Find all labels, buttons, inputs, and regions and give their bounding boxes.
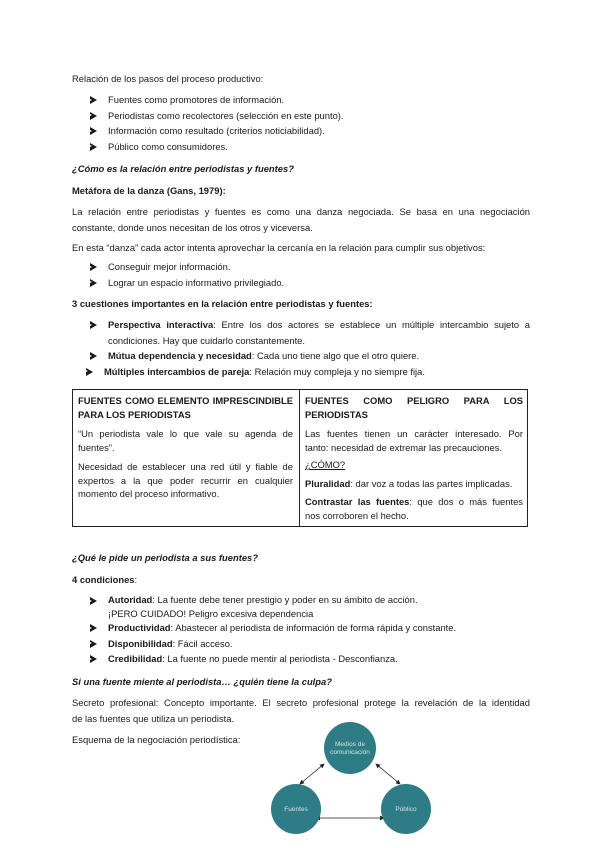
negotiation-diagram: [260, 720, 440, 848]
section-title: 4 condiciones:: [72, 574, 138, 585]
arrow-bullet-icon: [90, 263, 97, 271]
list-item: Información como resultado (criterios noticiabilidad).: [90, 123, 530, 139]
arrow-bullet-icon: [90, 143, 97, 151]
arrow-bullet-icon: [90, 655, 97, 663]
node-sources-label: Fuentes: [284, 806, 308, 813]
comparison-table: [72, 389, 528, 527]
list-item: Conseguir mejor información.: [90, 259, 530, 275]
metaphor-title: Metáfora de la danza (Gans, 1979):: [72, 185, 226, 196]
list-item: Credibilidad: La fuente no puede mentir al periodista - Desconfianza.: [90, 651, 530, 667]
list-item: Autoridad: La fuente debe tener prestigio y poder en su ámbito de acción. ¡PERO CUIDADO! Peligro excesiva dependencia: [90, 593, 530, 620]
node-media-circle: [324, 722, 376, 774]
intro-title: Relación de los pasos del proceso productivo:: [72, 73, 264, 84]
table-cell-right: [305, 394, 523, 522]
cell-quote: fuentes”.: [78, 441, 115, 453]
cell-text: Contrastar las fuentes: que dos o más fuentes: [305, 496, 523, 507]
list-item: Perspectiva interactiva: Entre los dos actores se establece un múltiple intercambio sujeto a condiciones. Hay que cuidarlo constantemente.: [90, 317, 530, 348]
cell-text: Las fuentes tienen un carácter interesado. Por: [305, 428, 523, 439]
arrow-bullet-icon: [90, 352, 97, 360]
arrow-bullet-icon: [90, 279, 97, 287]
list-item: Lograr un espacio informativo privilegiado.: [90, 275, 530, 291]
arrow-bullet-icon: [90, 127, 97, 135]
arrow-bullet-icon: [90, 597, 97, 605]
section-question: Si una fuente miente al periodista… ¿quién tiene la culpa?: [72, 676, 332, 687]
cell-text: Necesidad de establecer una red útil y fiable de: [78, 461, 293, 472]
arrow-bullet-icon: [90, 96, 97, 104]
paragraph-line: de las fuentes que utiliza un periodista.: [72, 713, 235, 724]
node-media-label: Medios de: [335, 741, 365, 748]
cell-quote: “Un periodista vale lo que vale su agenda de: [78, 428, 293, 439]
cell-header: FUENTES COMO ELEMENTO IMPRESCINDIBLE: [78, 395, 293, 406]
list-item: Disponibilidad: Fácil acceso.: [90, 636, 530, 652]
list-item: Productividad: Abastecer al periodista de información de forma rápida y constante.: [90, 620, 530, 636]
scheme-title: Esquema de la negociación periodística:: [72, 734, 241, 745]
node-media-label: comunicación: [330, 749, 370, 756]
cell-text: tanto: necesidad de extremar las precauciones.: [305, 441, 502, 453]
goals-list: [90, 259, 530, 290]
arrow-bullet-icon: [90, 112, 97, 120]
cell-text: momento del proceso informativo.: [78, 488, 220, 499]
cell-text: expertos a la que poder recurrir en cualquier: [78, 474, 293, 486]
cell-header: FUENTES COMO PELIGRO PARA LOS: [305, 395, 523, 406]
how-label: ¿CÓMO?: [305, 459, 346, 470]
cell-text: Pluralidad: dar voz a todas las partes implicadas.: [305, 477, 513, 489]
section-title: 3 cuestiones importantes en la relación entre periodistas y fuentes:: [72, 298, 373, 309]
paragraph-line: La relación entre periodistas y fuentes es como una danza negociada. Se basa en una negociación: [72, 206, 530, 217]
arrow-connector: [300, 764, 324, 784]
list-item: Mútua dependencia y necesidad: Cada uno tiene algo que el otro quiere.: [90, 348, 530, 364]
table-divider: [299, 390, 300, 526]
table-cell-left: [78, 394, 293, 501]
list-item: Periodistas como recolectores (selección en este punto).: [90, 108, 530, 124]
issues-list: [90, 317, 530, 379]
list-item: Público como consumidores.: [90, 139, 530, 155]
arrow-bullet-icon: [90, 321, 97, 329]
paragraph-line: constante, donde unos necesitan de los otros y viceversa.: [72, 222, 313, 233]
list-item: Fuentes como promotores de información.: [90, 92, 530, 108]
cell-header: PARA LOS PERIODISTAS: [78, 408, 191, 420]
conditions-list: [90, 593, 530, 667]
section-question: ¿Qué le pide un periodista a sus fuentes?: [72, 552, 258, 563]
cell-header: PERIODISTAS: [305, 408, 368, 420]
node-public-label: Público: [395, 806, 417, 813]
section-question: ¿Cómo es la relación entre periodistas y fuentes?: [72, 163, 294, 174]
intro-list: [90, 92, 530, 154]
paragraph-line: Secreto profesional: Concepto importante. El secreto profesional protege la revelación de la identidad: [72, 697, 530, 708]
arrow-bullet-icon: [90, 624, 97, 632]
arrow-connector: [376, 764, 400, 784]
list-item: Múltiples intercambios de pareja: Relación muy compleja y no siempre fija.: [86, 364, 530, 380]
arrow-bullet-icon: [86, 368, 93, 376]
arrow-bullet-icon: [90, 640, 97, 648]
cell-text: nos corroboren el hecho.: [305, 509, 409, 521]
paragraph: En esta “danza” cada actor intenta aprovechar la cercanía en la relación para cumplir sus objetivos:: [72, 242, 486, 253]
